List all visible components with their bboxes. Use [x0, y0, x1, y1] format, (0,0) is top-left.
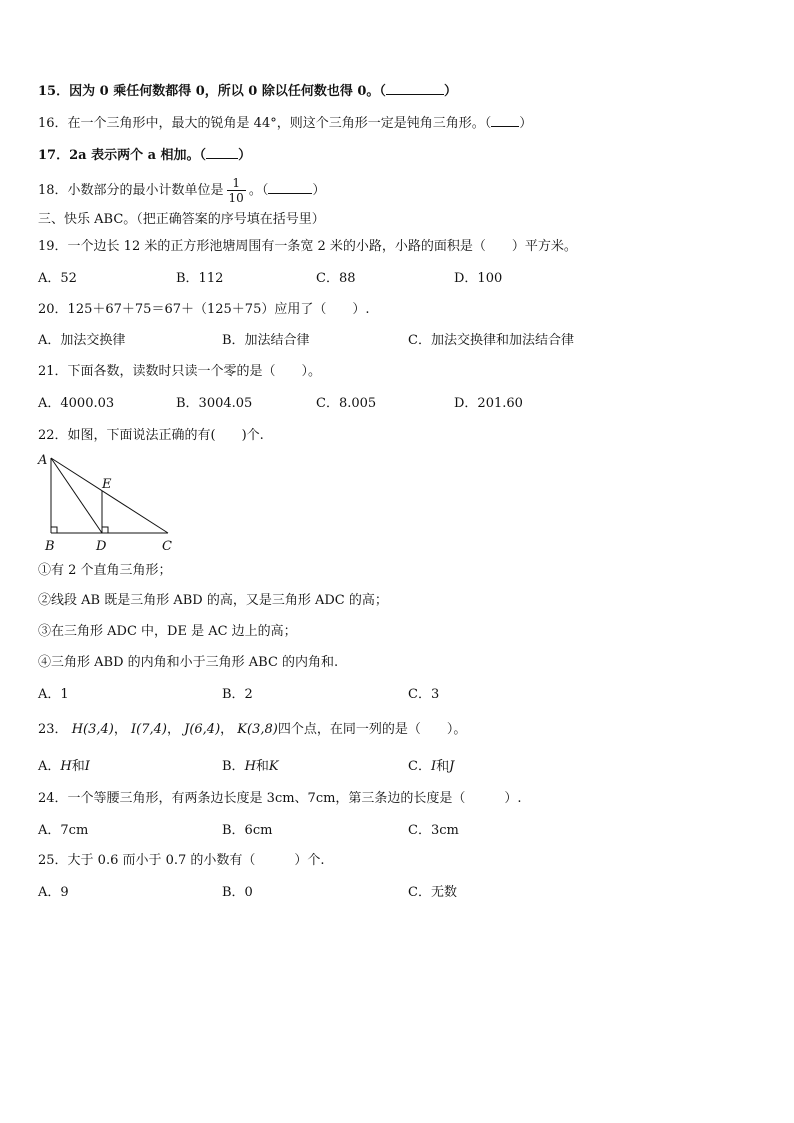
- question-23: [38, 721, 466, 739]
- conjunction: 和: [255, 759, 269, 774]
- conjunction: 和: [436, 759, 450, 774]
- option-19-a[interactable]: A．52: [38, 271, 77, 286]
- statement-4: ④三角形 ABD 的内角和小于三角形 ABC 的内角和.: [38, 655, 339, 670]
- option-24-b[interactable]: B．6cm: [222, 823, 273, 838]
- point-name: H: [60, 759, 72, 774]
- question-19: 19．一个边长 12 米的正方形池塘周围有一条宽 2 米的小路，小路的面积是（ ）平方米。: [38, 239, 577, 254]
- fraction-denominator: 10: [228, 191, 244, 205]
- statement-3: ③在三角形 ADC 中，DE 是 AC 边上的高；: [38, 624, 297, 639]
- answer-blank-16[interactable]: [491, 114, 519, 127]
- point-name: J: [449, 759, 455, 774]
- option-23-b[interactable]: [222, 758, 279, 776]
- segment-ac: [51, 458, 168, 533]
- answer-blank-17[interactable]: [206, 146, 238, 159]
- option-20-c[interactable]: C．加法交换律和加法结合律: [408, 333, 574, 348]
- bracket-close: ）: [443, 84, 457, 99]
- option-21-b[interactable]: B．3004.05: [176, 396, 253, 411]
- option-21-d[interactable]: D．201.60: [454, 396, 523, 411]
- label-c: C: [162, 539, 172, 554]
- label-e: E: [102, 477, 112, 492]
- question-25: 25．大于 0.6 而小于 0.7 的小数有（ ）个.: [38, 853, 325, 868]
- option-22-b[interactable]: B．2: [222, 687, 253, 702]
- question-18-after: 。（: [248, 183, 269, 198]
- fraction-numerator: 1: [227, 176, 246, 191]
- option-19-d[interactable]: D．100: [454, 271, 503, 286]
- question-16-text: 16．在一个三角形中，最大的锐角是 44°，则这个三角形一定是钝角三角形。（: [38, 116, 492, 131]
- section-heading: 三、快乐 ABC。（把正确答案的序号填在括号里）: [38, 212, 325, 227]
- point-name: I: [430, 759, 437, 774]
- question-17-text: 17．2a 表示两个 a 相加。（: [38, 148, 207, 163]
- option-25-b[interactable]: B．0: [222, 885, 253, 900]
- fraction: [227, 176, 246, 205]
- question-17: [38, 146, 251, 165]
- option-19-b[interactable]: B．112: [176, 271, 224, 286]
- question-16: [38, 114, 532, 133]
- bracket-close: ）: [238, 148, 252, 163]
- question-24: 24．一个等腰三角形，有两条边长度是 3cm、7cm，第三条边的长度是（ ）.: [38, 791, 522, 806]
- separator: ，: [166, 722, 180, 737]
- point-j: J(6,4): [184, 722, 221, 737]
- point-k: K(3,8): [237, 722, 278, 737]
- point-name: K: [268, 759, 279, 774]
- answer-blank-18[interactable]: [268, 181, 312, 194]
- option-22-c[interactable]: C．3: [408, 687, 440, 702]
- separator: ，: [220, 722, 234, 737]
- option-22-a[interactable]: A．1: [38, 687, 69, 702]
- option-24-a[interactable]: A．7cm: [38, 823, 89, 838]
- point-h: H(3,4): [71, 722, 114, 737]
- bracket-close: ）: [519, 116, 533, 131]
- question-21: 21．下面各数，读数时只读一个零的是（ ）。: [38, 364, 322, 379]
- option-23-a[interactable]: [38, 758, 90, 776]
- question-18-text: 18．小数部分的最小计数单位是: [38, 183, 224, 198]
- question-15-text: 15．因为 0 乘任何数都得 0，所以 0 除以任何数也得 0。（: [38, 84, 386, 99]
- statement-1: ①有 2 个直角三角形；: [38, 563, 172, 578]
- option-23-c[interactable]: [408, 758, 454, 776]
- option-20-b[interactable]: B．加法结合律: [222, 333, 310, 348]
- option-letter: A．: [38, 759, 61, 774]
- option-25-a[interactable]: A．9: [38, 885, 69, 900]
- conjunction: 和: [71, 759, 85, 774]
- option-24-c[interactable]: C．3cm: [408, 823, 459, 838]
- option-21-a[interactable]: A．4000.03: [38, 396, 115, 411]
- point-name: I: [84, 759, 90, 774]
- option-20-a[interactable]: A．加法交换律: [38, 333, 126, 348]
- question-18: [38, 176, 325, 205]
- question-23-number: 23．: [38, 722, 68, 737]
- answer-blank-15[interactable]: [386, 82, 444, 95]
- question-22: 22．如图，下面说法正确的有( )个.: [38, 428, 264, 443]
- option-letter: C．: [408, 759, 431, 774]
- segment-ad: [51, 458, 102, 533]
- triangle-figure: [34, 448, 184, 554]
- question-23-rest: 四个点，在同一列的是（ ）。: [277, 722, 467, 737]
- right-angle-mark-b: [51, 527, 57, 533]
- label-d: D: [96, 539, 107, 554]
- option-21-c[interactable]: C．8.005: [316, 396, 377, 411]
- option-letter: B．: [222, 759, 245, 774]
- statement-2: ②线段 AB 既是三角形 ABD 的高，又是三角形 ADC 的高；: [38, 593, 388, 608]
- option-19-c[interactable]: C．88: [316, 271, 356, 286]
- point-i: I(7,4): [131, 722, 167, 737]
- question-20: 20．125＋67＋75＝67＋（125＋75）应用了（ ）.: [38, 302, 370, 317]
- label-b: B: [45, 539, 55, 554]
- question-15: [38, 82, 457, 101]
- option-25-c[interactable]: C．无数: [408, 885, 457, 900]
- point-name: H: [244, 759, 256, 774]
- bracket-close: ）: [312, 183, 326, 198]
- separator: ，: [113, 722, 127, 737]
- right-angle-mark-d: [102, 527, 108, 533]
- label-a: A: [38, 453, 48, 468]
